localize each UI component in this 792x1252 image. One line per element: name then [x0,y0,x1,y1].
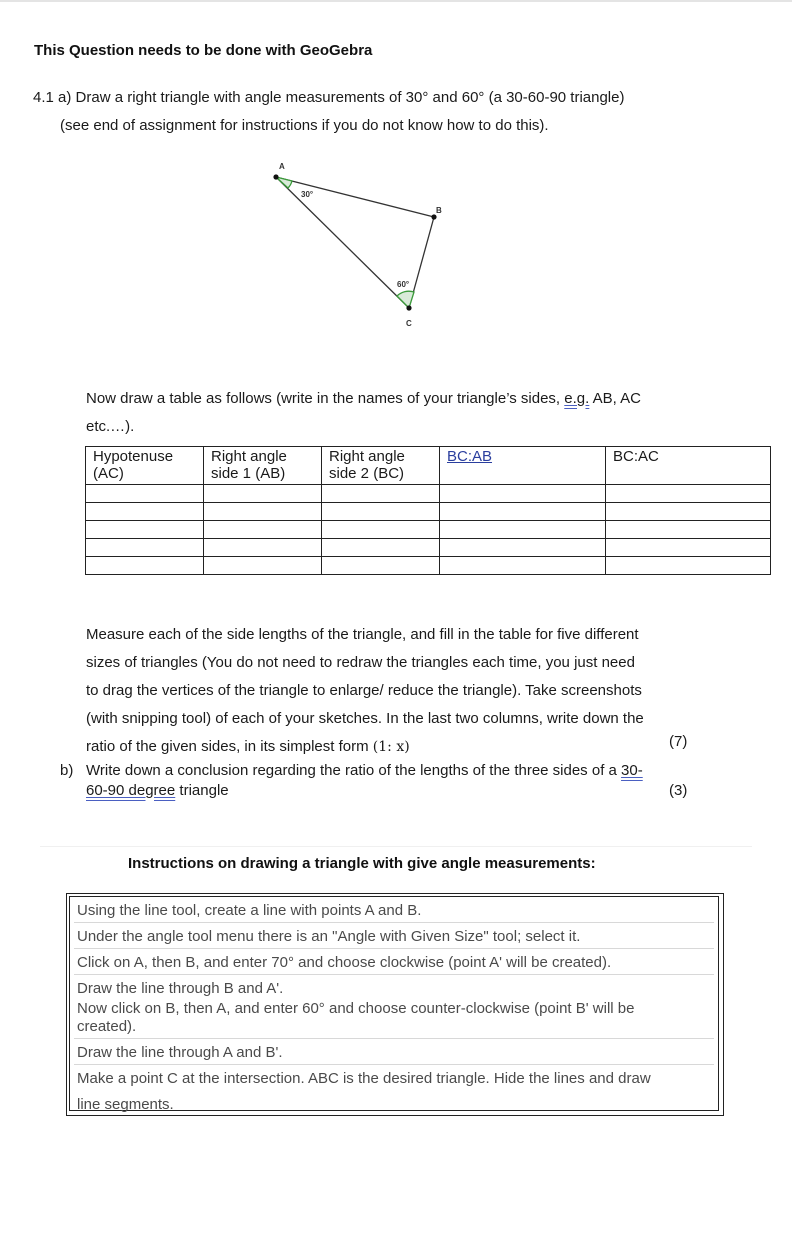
header-side-2[interactable]: Right angle side 2 (BC) [322,447,440,485]
table-row [86,557,771,575]
top-divider [0,0,792,2]
table-header-row [86,447,771,485]
measure-line-3: to drag the vertices of the triangle to enlarge/ reduce the triangle). Take screenshots [86,682,642,699]
header-hypotenuse[interactable]: Hypotenuse (AC) [86,447,204,485]
table-intro-line-1: Now draw a table as follows (write in the names of your triangle’s sides, e.g. AB, AC [86,390,642,407]
eg-abbreviation: e.g. [564,390,590,407]
angle-a-label: 30° [301,190,314,199]
question-4-1-a-note: (see end of assignment for instructions if you do not know how to do this). [60,117,549,134]
instruction-line: Click on A, then B, and enter 70° and choose clockwise (point A' will be created). [77,954,612,971]
instructions-rule [74,974,714,975]
instruction-line: Make a point C at the intersection. ABC is the desired triangle. Hide the lines and draw [77,1070,651,1087]
measure-line-2: sizes of triangles (You do not need to redraw the triangles each time, you just need [86,654,635,671]
table-cell[interactable] [86,521,204,539]
point-c [406,305,411,310]
instructions-rule [74,922,714,923]
table-cell[interactable] [86,539,204,557]
label-a: A [279,162,285,171]
table-cell[interactable] [204,557,322,575]
label-b: B [436,206,442,215]
angle-a-arc [276,177,292,188]
header-side-1[interactable]: Right angle side 1 (AB) [204,447,322,485]
angle-c-label: 60° [397,280,410,289]
table-cell[interactable] [86,503,204,521]
part-b-link-1: 30- [621,762,643,779]
table-cell[interactable] [204,521,322,539]
table-cell[interactable] [322,557,440,575]
label-c: C [406,319,412,328]
table-intro-line-2: etc.…). [86,418,135,435]
table-cell[interactable] [322,521,440,539]
measure-line-5: ratio of the given sides, in its simplest form (1: x) [86,738,410,755]
ratio-table [85,446,771,575]
part-b-label: b) [60,762,74,779]
table-cell[interactable] [606,521,771,539]
table-cell[interactable] [86,485,204,503]
table-cell[interactable] [606,485,771,503]
table-cell[interactable] [322,485,440,503]
instructions-rule [74,1064,714,1065]
instruction-line: Under the angle tool menu there is an "Angle with Given Size" tool; select it. [77,928,581,945]
instruction-line: created). [77,1018,137,1035]
table-cell[interactable] [440,557,606,575]
table-cell[interactable] [322,539,440,557]
table-cell[interactable] [204,485,322,503]
table-row [86,539,771,557]
table-row [86,521,771,539]
instructions-rule [74,1038,714,1039]
instruction-line: Draw the line through A and B'. [77,1044,283,1061]
table-row [86,485,771,503]
table-row [86,503,771,521]
side-ac [276,177,409,308]
table-cell[interactable] [86,557,204,575]
marks-3: (3) [669,782,688,799]
header-bc-ab[interactable]: BC:AB [440,447,606,485]
instructions-rule [74,948,714,949]
table-cell[interactable] [606,539,771,557]
table-cell[interactable] [440,503,606,521]
instructions-title: Instructions on drawing a triangle with give angle measurements: [128,855,596,872]
table-cell[interactable] [204,503,322,521]
marks-7: (7) [669,733,688,750]
table-cell[interactable] [204,539,322,557]
side-ab [276,177,434,217]
instructions-box [66,893,724,1116]
instruction-line: Draw the line through B and A'. [77,980,284,997]
table-cell[interactable] [440,521,606,539]
point-a [273,174,278,179]
point-b [431,214,436,219]
part-b-link-2: 60-90 degree [86,782,176,799]
ratio-formula: (1: x) [372,739,410,755]
table-cell[interactable] [440,485,606,503]
measure-line-4: (with snipping tool) of each of your sketches. In the last two columns, write down the [86,710,644,727]
section-divider [40,846,752,847]
part-b-line-1: Write down a conclusion regarding the ratio of the lengths of the three sides of a 30- [86,762,643,779]
header-bc-ac[interactable]: BC:AC [606,447,771,485]
table-cell[interactable] [606,557,771,575]
page-heading: This Question needs to be done with GeoGebra [34,42,373,59]
table-cell[interactable] [440,539,606,557]
table-cell[interactable] [606,503,771,521]
instruction-line: Using the line tool, create a line with points A and B. [77,902,422,919]
instruction-line: line segments. [77,1096,174,1113]
triangle-figure [262,158,462,333]
question-4-1-a: 4.1 a) Draw a right triangle with angle measurements of 30° and 60° (a 30-60-90 triangle) [33,89,625,106]
table-cell[interactable] [322,503,440,521]
measure-line-1: Measure each of the side lengths of the triangle, and fill in the table for five different [86,626,639,643]
instruction-line: Now click on B, then A, and enter 60° and choose counter-clockwise (point B' will be [77,1000,635,1017]
part-b-line-2: 60-90 degree triangle [86,782,229,799]
